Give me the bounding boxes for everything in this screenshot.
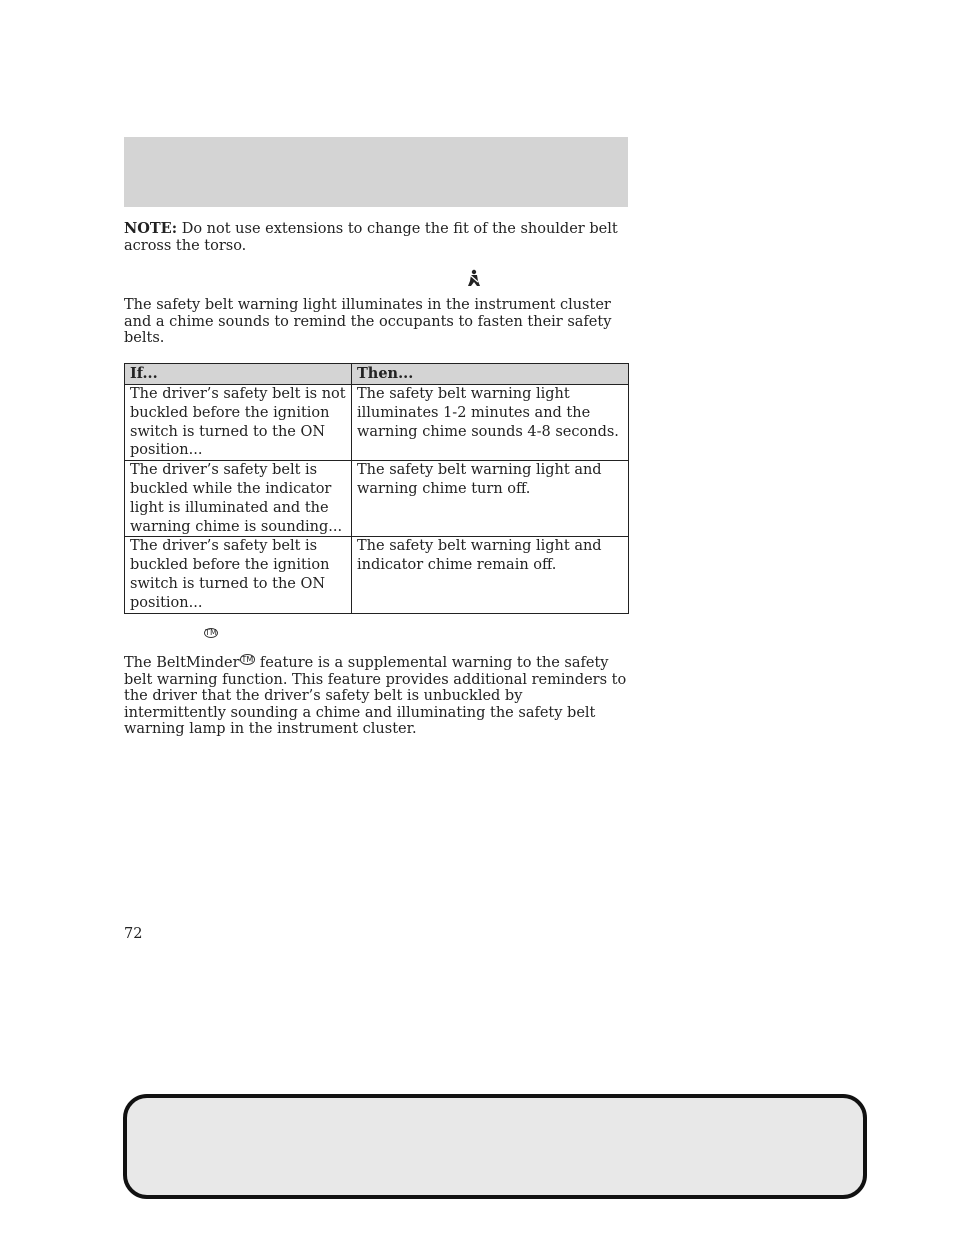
- beltminder-prefix: The BeltMinder: [124, 655, 240, 671]
- table-row: [125, 385, 629, 461]
- note-label: NOTE:: [124, 220, 178, 237]
- header-band: [124, 137, 628, 207]
- header-if: If...: [125, 364, 352, 385]
- trademark-icon: TM: [205, 628, 217, 637]
- footer-box: [123, 1094, 867, 1199]
- if-then-table: [124, 363, 628, 614]
- note-paragraph: [124, 221, 628, 254]
- page-number: 72: [124, 926, 143, 942]
- table-cell-then: The safety belt warning light and warning chime turn off.: [352, 461, 629, 537]
- table-row: [125, 537, 629, 613]
- table-cell-then: The safety belt warning light and indicator chime remain off.: [352, 537, 629, 613]
- warning-light-paragraph: The safety belt warning light illuminates in the instrument cluster and a chime sounds to remind the occupants to fasten their safety belts.: [124, 297, 612, 346]
- table-cell-if: The driver’s safety belt is buckled while the indicator light is illuminated and the warning chime is sounding...: [125, 461, 352, 537]
- table-cell-then: The safety belt warning light illuminates 1-2 minutes and the warning chime sounds 4-8 seconds.: [352, 385, 629, 461]
- header-then: Then...: [352, 364, 629, 385]
- seatbelt-warning-icon: [466, 269, 482, 287]
- trademark-icon: TM: [241, 655, 254, 664]
- note-text: Do not use extensions to change the fit of the shoulder belt across the torso.: [124, 221, 618, 254]
- table-row: [125, 461, 629, 537]
- table-cell-if: The driver’s safety belt is buckled before the ignition switch is turned to the ON position...: [125, 537, 352, 613]
- table-header-row: [125, 364, 629, 385]
- table-cell-if: The driver’s safety belt is not buckled before the ignition switch is turned to the ON position...: [125, 385, 352, 461]
- beltminder-paragraph: [124, 652, 628, 738]
- beltminder-text: feature is a supplemental warning to the safety belt warning function. This feature provides additional reminders to the driver that the driver’s safety belt is unbuckled by intermittently sounding a chime and illuminating the safety belt warning lamp in the instrument cluster.: [124, 655, 627, 737]
